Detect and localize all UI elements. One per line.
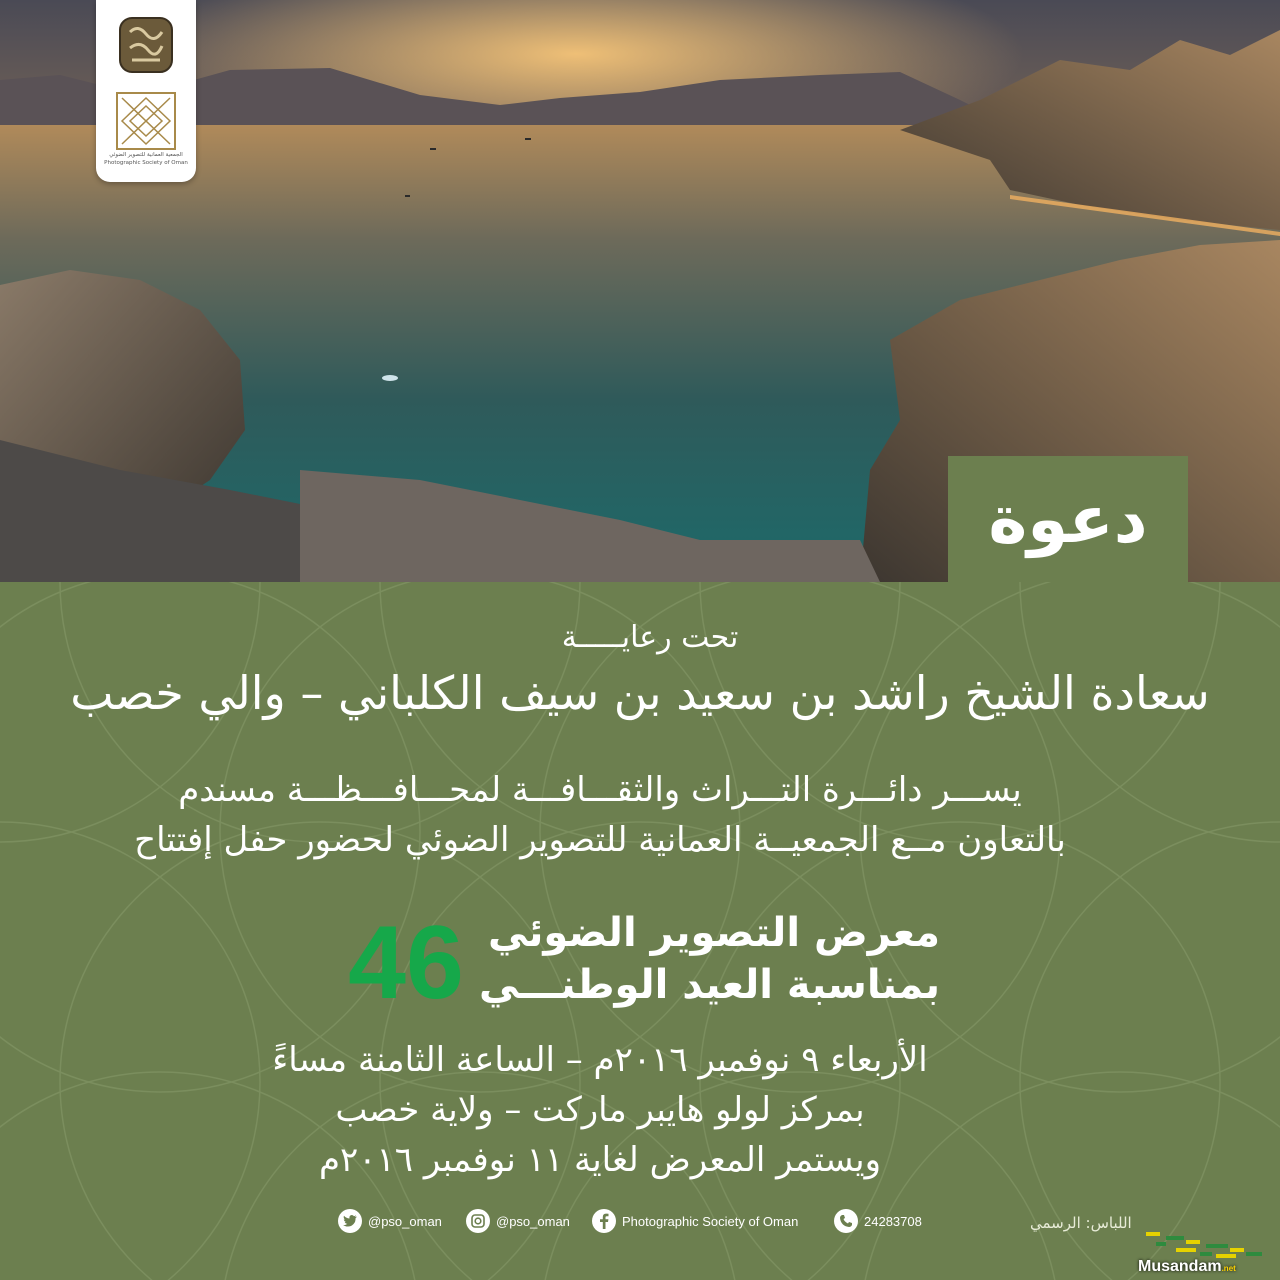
logo-caption-en: Photographic Society of Oman — [104, 160, 188, 166]
exhibition-subtitle: بمناسبة العيد الوطنـــي — [479, 962, 940, 1008]
musandam-watermark-suffix: .net — [1221, 1264, 1236, 1273]
instagram-link[interactable] — [466, 1208, 570, 1234]
facebook-link[interactable] — [592, 1208, 798, 1234]
instagram-handle: @pso_oman — [496, 1213, 570, 1229]
phone-number: 24283708 — [864, 1213, 922, 1229]
facebook-icon — [592, 1209, 616, 1233]
invitation-label: دعوة — [988, 480, 1148, 558]
instagram-icon — [466, 1209, 490, 1233]
musandam-watermark — [1138, 1258, 1236, 1276]
twitter-icon — [338, 1209, 362, 1233]
twitter-link[interactable] — [338, 1208, 442, 1234]
patron-name: سعادة الشيخ راشد بن سعيد بن سيف الكلباني – والي خصب — [70, 666, 1210, 720]
society-logo-icon — [116, 92, 176, 150]
continue-line: ويستمر المعرض لغاية ١١ نوفمبر ٢٠١٦م — [318, 1140, 882, 1180]
cooperation-line: بالتعاون مــع الجمعيــة العمانية للتصوير الضوئي لحضور حفل إفتتاح — [134, 820, 1066, 860]
twitter-handle: @pso_oman — [368, 1213, 442, 1229]
logo-caption-ar: الجمعية العمانية للتصوير الضوئي — [109, 152, 183, 158]
under-patronage: تحت رعايـــــة — [561, 620, 739, 655]
national-day-number: 46 — [348, 905, 464, 1021]
exhibition-title: معرض التصوير الضوئي — [487, 910, 940, 956]
venue-line: بمركز لولو هايبر ماركت – ولاية خصب — [335, 1090, 865, 1130]
dress-code: اللباس: الرسمي — [1030, 1214, 1132, 1232]
society-logo — [96, 0, 196, 182]
calligraphy-seal-icon — [116, 14, 176, 76]
date-line: الأربعاء ٩ نوفمبر ٢٠١٦م – الساعة الثامنة مساءً — [272, 1040, 928, 1080]
invitation-label-box — [948, 456, 1188, 582]
facebook-page: Photographic Society of Oman — [622, 1213, 799, 1229]
phone-icon — [834, 1209, 858, 1233]
musandam-watermark-name: Musandam — [1138, 1258, 1222, 1275]
phone-link[interactable] — [834, 1208, 922, 1234]
host-line: يســـر دائـــرة التـــراث والثقـــافـــة لمحـــافـــظـــة مسندم — [178, 770, 1022, 810]
